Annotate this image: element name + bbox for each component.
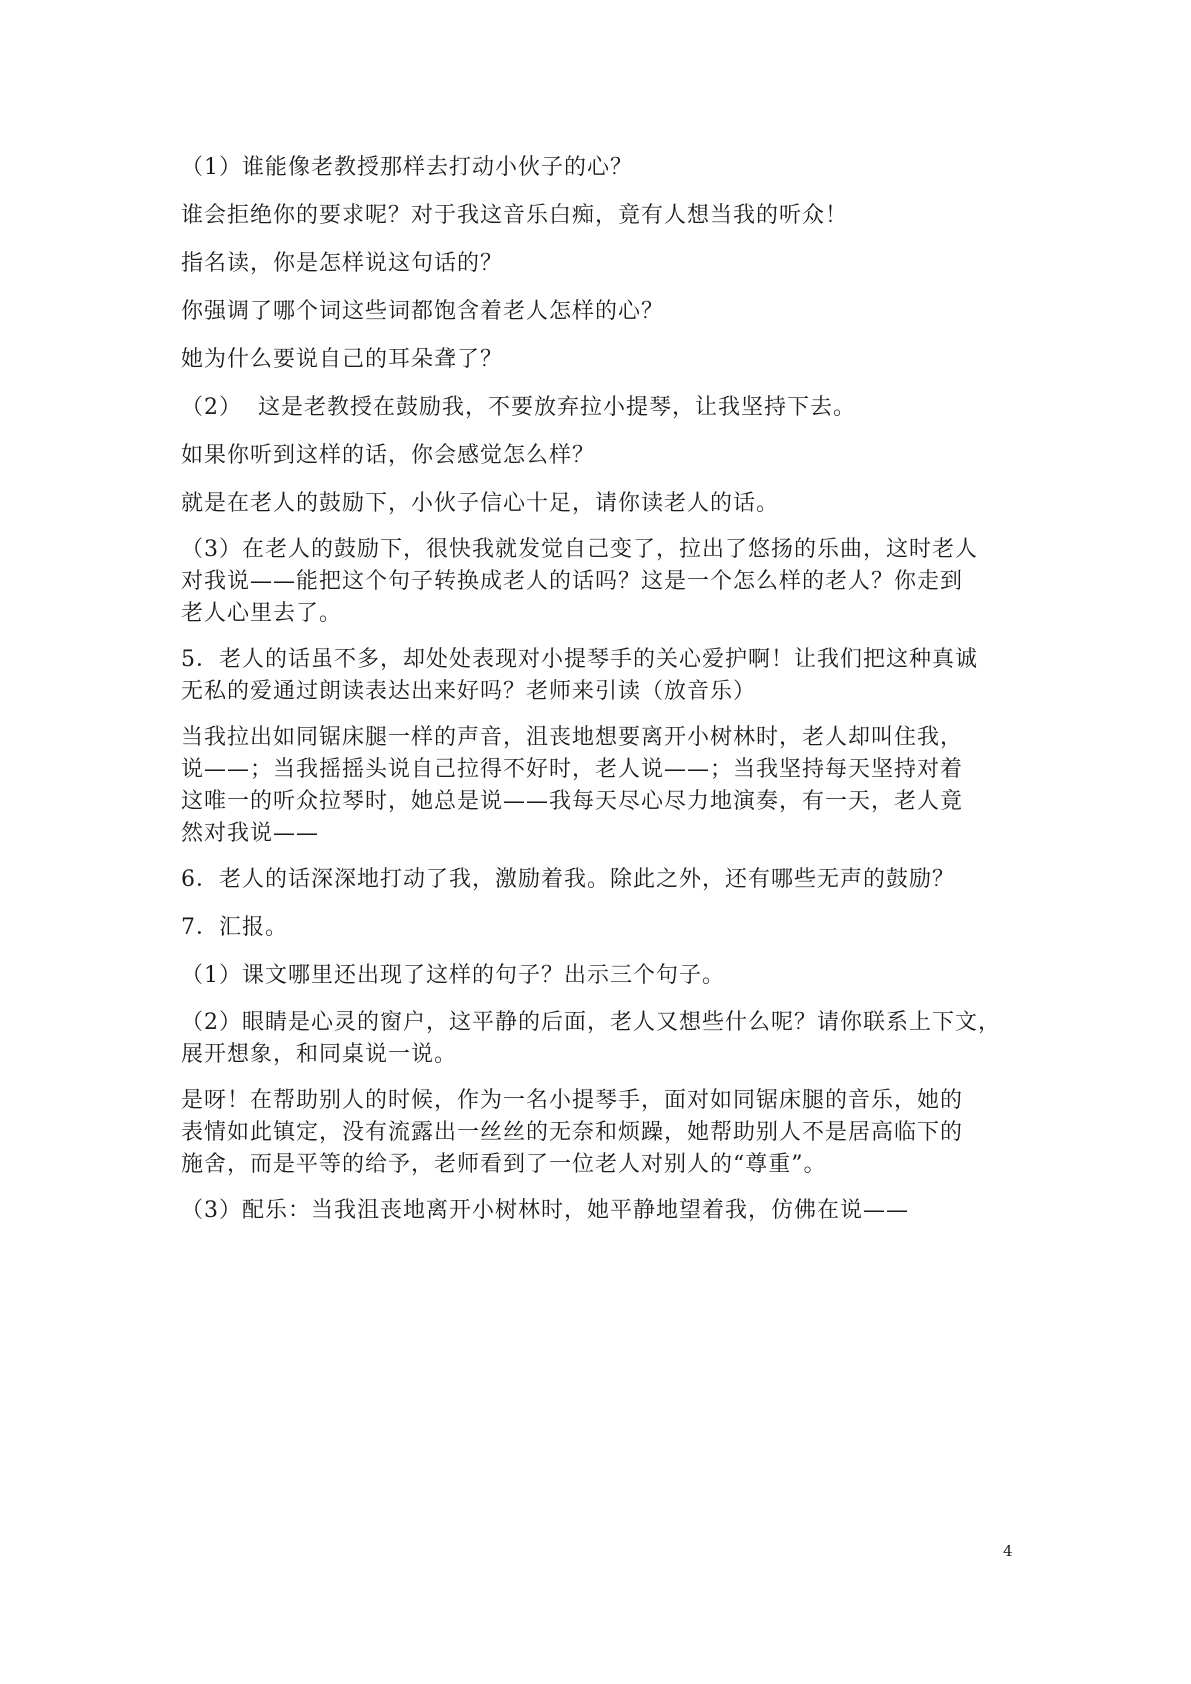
paragraph-6	[181, 392, 856, 424]
paragraph-17	[181, 1195, 909, 1227]
text-line: （1）课文哪里还出现了这样的句子？出示三个句子。	[181, 963, 725, 988]
text-line: 然对我说——	[181, 821, 320, 846]
text-line: （3）在老人的鼓励下，很快我就发觉自己变了，拉出了悠扬的乐曲，这时老人	[181, 537, 978, 562]
paragraph-9	[181, 534, 978, 630]
text-line: （3）配乐：当我沮丧地离开小树林时，她平静地望着我，仿佛在说——	[181, 1198, 909, 1223]
text-line: （2）眼睛是心灵的窗户，这平静的后面，老人又想些什么呢？请你联系上下文，	[181, 1010, 1001, 1035]
text-line: 展开想象，和同桌说一说。	[181, 1042, 458, 1067]
paragraph-11	[181, 722, 963, 850]
paragraph-13	[181, 912, 288, 944]
text-line: 如果你听到这样的话，你会感觉怎么样？	[181, 443, 596, 468]
text-line: 7．汇报。	[181, 915, 288, 940]
paragraph-12	[181, 864, 955, 896]
text-line: （2） 这是老教授在鼓励我，不要放弃拉小提琴，让我坚持下去。	[181, 395, 856, 420]
paragraph-15	[181, 1007, 1001, 1071]
paragraph-3	[181, 248, 503, 280]
text-line: 无私的爱通过朗读表达出来好吗？老师来引读（放音乐）	[181, 679, 757, 704]
text-line: 表情如此镇定，没有流露出一丝丝的无奈和烦躁，她帮助别人不是居高临下的	[181, 1120, 964, 1145]
paragraph-2	[181, 200, 848, 232]
text-line: （1）谁能像老教授那样去打动小伙子的心？	[181, 155, 633, 180]
paragraph-4	[181, 296, 664, 328]
text-line: 5．老人的话虽不多，却处处表现对小提琴手的关心爱护啊！让我们把这种真诚	[181, 647, 978, 672]
text-line: 当我拉出如同锯床腿一样的声音，沮丧地想要离开小树林时，老人却叫住我，	[181, 725, 964, 750]
paragraph-1	[181, 152, 633, 184]
text-line: 指名读，你是怎样说这句话的？	[181, 251, 504, 276]
text-line: 对我说——能把这个句子转换成老人的话吗？这是一个怎么样的老人？你走到	[181, 569, 964, 594]
text-line: 是呀！在帮助别人的时候，作为一名小提琴手，面对如同锯床腿的音乐，她的	[181, 1088, 964, 1113]
paragraph-14	[181, 960, 725, 992]
text-line: 谁会拒绝你的要求呢？对于我这音乐白痴，竟有人想当我的听众！	[181, 203, 849, 228]
text-line: 施舍，而是平等的给予，老师看到了一位老人对别人的“尊重”。	[181, 1152, 827, 1177]
paragraph-7	[181, 440, 595, 472]
text-line: 就是在老人的鼓励下，小伙子信心十足，请你读老人的话。	[181, 491, 780, 516]
text-line: 6．老人的话深深地打动了我，激励着我。除此之外，还有哪些无声的鼓励？	[181, 867, 955, 892]
paragraph-5	[181, 344, 503, 376]
paragraph-8	[181, 488, 779, 520]
text-line: 老人心里去了。	[181, 601, 343, 626]
page-number: 4	[1003, 1542, 1013, 1560]
paragraph-10	[181, 644, 978, 708]
text-line: 你强调了哪个词这些词都饱含着老人怎样的心？	[181, 299, 665, 324]
text-line: 她为什么要说自己的耳朵聋了？	[181, 347, 504, 372]
text-line: 说——；当我摇摇头说自己拉得不好时，老人说——；当我坚持每天坚持对着	[181, 757, 964, 782]
paragraph-16	[181, 1085, 963, 1181]
text-line: 这唯一的听众拉琴时，她总是说——我每天尽心尽力地演奏，有一天，老人竟	[181, 789, 964, 814]
